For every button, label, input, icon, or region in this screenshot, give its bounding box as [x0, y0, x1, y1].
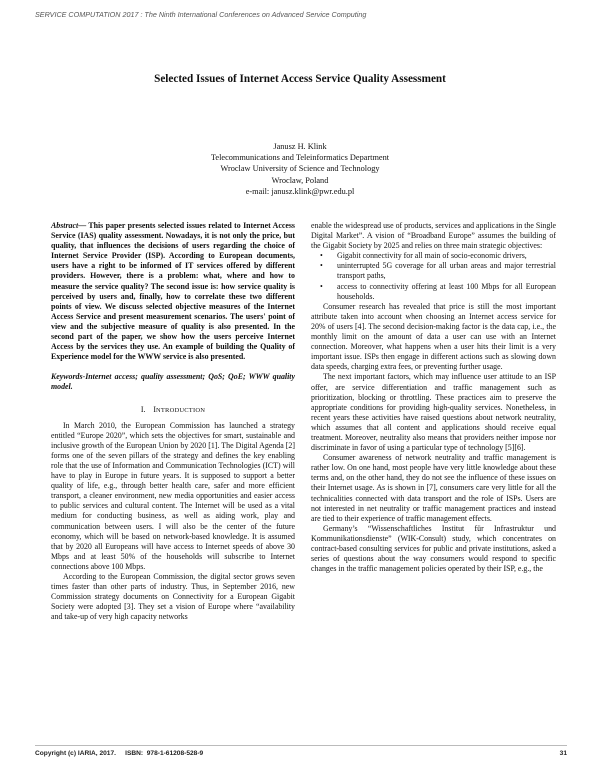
right-paragraph-3: Consumer awareness of network neutrality and traffic management is rather low. On one hand, most people have very little knowledge about these terms and, on the other hand, they do not see the influence of these issues on their Internet usage. As is shown in [7], consumers care very little for all the technicalities connected with data transport and the role of ISPs. Users are not interested in net neutrality or traffic management practices and instead are tied to their experience of traffic management effects.	[311, 453, 556, 523]
footer-divider	[35, 745, 567, 746]
author-block	[0, 141, 600, 197]
right-paragraph-4: Germany’s “Wissenschaftliches Institut für Infrastruktur und Kommunikationsdienste” (WIK-Consult) study, which concentrates on contract-based consulting services for public and private institutions, asked a series of questions about the way consumers would respond to specific changes in the traffic management policies operated by their ISP, e.g., the	[311, 523, 556, 574]
section-heading-introduction	[51, 405, 295, 416]
intro-paragraph-2: According to the European Commission, the digital sector grows seven times faster than other parts of industry. Thus, in September 2016, new Commission strategy documents on Connectivity for a European Gigabit Society were adopted [3]. They set a vision of Europe where “availability and take-up of very high capacity networks	[51, 572, 295, 622]
abstract-lead: Abstract	[51, 221, 79, 230]
bullet-icon: •	[320, 251, 323, 261]
right-paragraph-1: Consumer research has revealed that price is still the most important attribute taken into account when choosing an Internet access service for 20% of users [4]. The second decision-making factor is the data cap, i.e., the monthly limit on the amount of data a user can use with an Internet connection. Moreover, what happens when a user hits their limit is a very important issue. ISPs then engage in different actions such as slowing down data speeds, charging extra fees, or preventing further usage.	[311, 301, 556, 372]
section-number: I.	[140, 404, 146, 414]
footer-copyright: Copyright (c) IARIA, 2017. ISBN: 978-1-61208-528-9	[35, 750, 204, 757]
abstract	[51, 221, 295, 362]
objective-item: • uninterrupted 5G coverage for all urban areas and major terrestrial transport paths,	[320, 261, 556, 281]
paper-title: Selected Issues of Internet Access Service Quality Assessment	[154, 73, 446, 85]
objectives-list	[311, 251, 556, 301]
bullet-icon: •	[320, 261, 323, 271]
keywords: Keywords-Internet access; quality assessment; QoS; QoE; WWW quality model.	[51, 372, 295, 392]
author-name: Janusz H. Klink	[273, 142, 327, 151]
running-header: SERVICE COMPUTATION 2017 : The Ninth International Conferences on Advanced Service Computing	[35, 10, 367, 19]
author-email: e-mail: janusz.klink@pwr.edu.pl	[245, 186, 355, 196]
page-footer	[35, 750, 567, 757]
author-department: Telecommunications and Teleinformatics Department	[210, 153, 390, 163]
objective-item: • Gigabit connectivity for all main of socio-economic drivers,	[320, 251, 527, 261]
right-column	[311, 221, 556, 574]
left-column	[51, 221, 295, 622]
bullet-icon: •	[320, 281, 323, 291]
right-paragraph-2: The next important factors, which may influence user attitude to an ISP offer, are service differentiation and traffic management such as prioritization, blocking or throttling. These practices aim to preserve the appropriate conditions for providing high-quality services. Nonetheless, in recent years these activities have raised questions about network neutrality, which assumes that all content and applications should receive equal treatment. Moreover, neutrality also means that providers neither impose nor discriminate in favor of using a particular type of technology [5][6].	[311, 372, 556, 453]
objective-item: • access to connectivity offering at least 100 Mbps for all European households.	[320, 281, 556, 301]
section-title-initial: I	[153, 404, 156, 414]
right-intro-paragraph: enable the widespread use of products, services and applications in the Single Digital Market”. A vision of “Broadband Europe” assumes the building of the Gigabit Society by 2025 and relies on three main strategic objectives:	[311, 221, 556, 251]
section-title-rest: NTRODUCTION	[155, 406, 206, 414]
page-number: 31	[559, 750, 567, 757]
intro-paragraph-1: In March 2010, the European Commission has launched a strategy entitled “Europe 2020”, which sets the objectives for smart, sustainable and inclusive growth of the European Union by 2020 [1]. The Digital Agenda [2] forms one of the seven pillars of the strategy and defines the key enabling role that the use of Information and Communication Technologies (ICT) will have to play in Europe in future years. It is supposed to support a better quality of life, e.g., through better health care, safer and more efficient transport, a cleaner environment, new media opportunities and easier access to public services and cultural content. The Internet will be used as a vital medium for conducting business, as well as aiding work, play and communication between users. I will also be the center of the future economy, which will be based on network-based knowledge. It is assumed that by 2020 all Europeans will have access to Internet speeds of above 30 Mbps and at least 50% of the households will subscribe to Internet connections above 100 Mbps.	[51, 420, 295, 571]
author-university: Wroclaw University of Science and Technology	[220, 164, 380, 174]
author-city: Wroclaw, Poland	[271, 175, 329, 185]
abstract-text: — This paper presents selected issues related to Internet Access Service (IAS) quality assessment. Nowadays, it is not only the price, but quality, that influences the decisions of users regarding the choice of Internet Service Provider (ISP). According to European documents, users have a right to be informed of IT services offered by different providers. However, there is a problem: what, where and how to measure the service quality? The second issue is: how service quality is perceived by users and, finally, how to correlate these two different points of view. We discuss selected objective measures of the Internet Access Service and present measurement scenarios. The users' point of view and the subjective measure of quality is also presented. In the second part of the paper, we show how the users perceive Internet Access by the services they use. An example of building the Quality of Experience model for the WWW service is also presented.	[51, 221, 295, 362]
